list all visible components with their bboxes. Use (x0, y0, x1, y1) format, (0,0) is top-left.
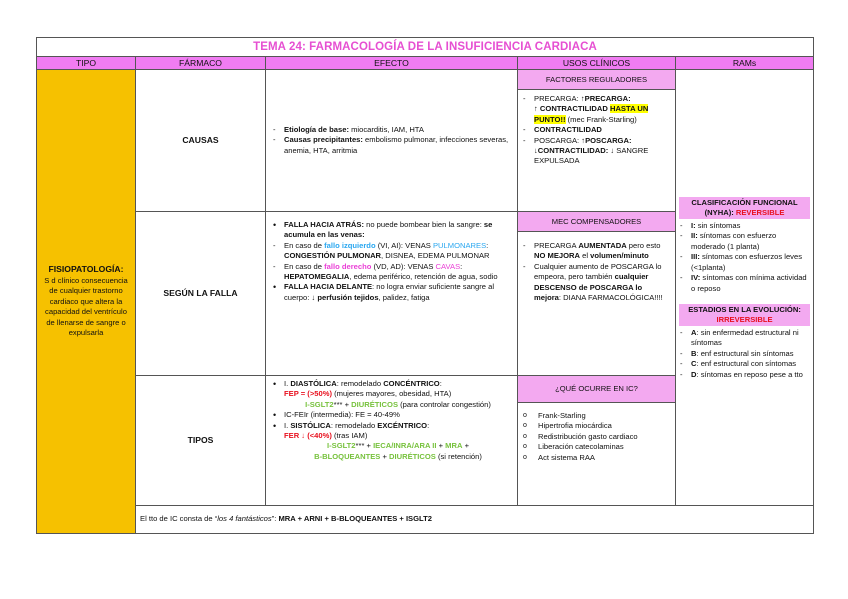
falla-atras: • FALLA HACIA ATRÁS: no puede bombear bien la sangre: se acumula en las venas: (272, 220, 512, 241)
factor-contractilidad: - CONTRACTILIDAD (522, 125, 671, 135)
falla-delante: • FALLA HACIA DELANTE: no logra enviar suficiente sangre al cuerpo: ↓ perfusión tejidos, palidez, fatiga (272, 282, 512, 303)
causas-precipitantes: - Causas precipitantes: embolismo pulmonar, infecciones severas, anemia, HTA, arritmia (272, 135, 512, 156)
farmaco-causas: CAUSAS (136, 70, 266, 212)
tipo-diastolica: • I. DIASTÓLICA: remodelado CONCÉNTRICO: FEP = (>50%) (mujeres mayores, obesidad, HTA) I-SGLT2*** + DIURÉTICOS (para controlar congestión) (272, 379, 512, 410)
tipo-intermedia: • IC-FEIr (intermedia): FE = 40-49% (272, 410, 512, 420)
list-item: o Act sistema RAA (522, 453, 671, 463)
footer-treatment: El tto de IC consta de “los 4 fantásticos”: MRA + ARNI + B-BLOQUEANTES + ISGLT2 (136, 506, 814, 534)
farmaco-tipos: TIPOS (136, 376, 266, 506)
estadios-header: ESTADIOS EN LA EVOLUCIÓN: IRREVERSIBLE (679, 304, 810, 326)
factores-header: FACTORES REGULADORES (518, 70, 675, 90)
list-item: o Liberación catecolaminas (522, 442, 671, 452)
tipo-sistolica: • I. SISTÓLICA: remodelado EXCÉNTRICO: FER ↓ (<40%) (tras IAM) I-SGLT2*** + IECA/INRA/ARA II + MRA + B-BLOQUEANTES + DIURÉTICOS (si retención) (272, 421, 512, 463)
pharmacology-table (36, 37, 814, 534)
list-item: o Redistribución gasto cardiaco (522, 432, 671, 442)
usos-factores (518, 70, 676, 212)
header-tipo: TIPO (37, 57, 136, 70)
farmaco-segun-falla: SEGÚN LA FALLA (136, 212, 266, 376)
usos-ocurre (518, 376, 676, 506)
list-item: o Hipertrofia miocárdica (522, 421, 671, 431)
estadios-list: - A: sin enfermedad estructural ni síntomas - B: enf estructural sin síntomas - C: enf estructural con síntomas - D: síntomas en reposo pese a tto (679, 328, 810, 380)
ocurre-list (522, 411, 671, 463)
factor-precarga: - PRECARGA: ↑PRECARGA: ↑ CONTRACTILIDAD HASTA UN PUNTO!! (mec Frank-Starling) (522, 94, 671, 125)
causas-etiologia: - Etiología de base: miocarditis, IAM, HTA (272, 125, 512, 135)
document-page (36, 37, 813, 534)
nyha-header: CLASIFICACIÓN FUNCIONAL (NYHA): REVERSIBLE (679, 197, 810, 219)
mec-poscarga: - Cualquier aumento de POSCARGA lo empeora, pero también cualquier DESCENSO de POSCARGA lo mejora: DIANA FARMACOLÓGICA!!!! (522, 262, 671, 304)
fisiopatologia-text: S d clínico consecuencia de cualquier trastorno cardiaco que altera la capacidad del ventrículo de llenarse de sangre o expulsarla (44, 275, 128, 338)
mec-precarga: - PRECARGA AUMENTADA pero esto NO MEJORA el volumen/minuto (522, 241, 671, 262)
factor-poscarga: - POSCARGA: ↑POSCARGA: ↓CONTRACTILIDAD: ↓ SANGRE EXPULSADA (522, 136, 671, 167)
mec-header: MEC COMPENSADORES (518, 212, 675, 232)
header-farmaco: FÁRMACO (136, 57, 266, 70)
document-title: TEMA 24: FARMACOLOGÍA DE LA INSUFICIENCIA CARDIACA (37, 38, 814, 57)
usos-mec (518, 212, 676, 376)
list-item: o Frank-Starling (522, 411, 671, 421)
falla-derecho: - En caso de fallo derecho (VD, AD): VENAS CAVAS: HEPATOMEGALIA, edema periférico, retención de agua, sodio (272, 262, 512, 283)
fisiopatologia-heading: FISIOPATOLOGÍA: (48, 263, 124, 274)
efecto-tipos (266, 376, 518, 506)
ocurre-header: ¿QUÉ OCURRE EN IC? (518, 376, 675, 403)
header-efecto: EFECTO (266, 57, 518, 70)
header-row (37, 57, 814, 70)
tipo-cell (37, 70, 136, 534)
efecto-causas (266, 70, 518, 212)
header-usos: USOS CLÍNICOS (518, 57, 676, 70)
efecto-falla (266, 212, 518, 376)
rams-cell (676, 70, 814, 506)
nyha-list: - I: sin síntomas - II: síntomas con esfuerzo moderado (1 planta) - III: síntomas con esfuerzos leves (<1planta) - IV: síntomas con mínima actividad o reposo (679, 221, 810, 294)
falla-izquierdo: - En caso de fallo izquierdo (VI, AI): VENAS PULMONARES: CONGESTIÓN PULMONAR, DISNEA, EDEMA PULMONAR (272, 241, 512, 262)
header-rams: RAMs (676, 57, 814, 70)
